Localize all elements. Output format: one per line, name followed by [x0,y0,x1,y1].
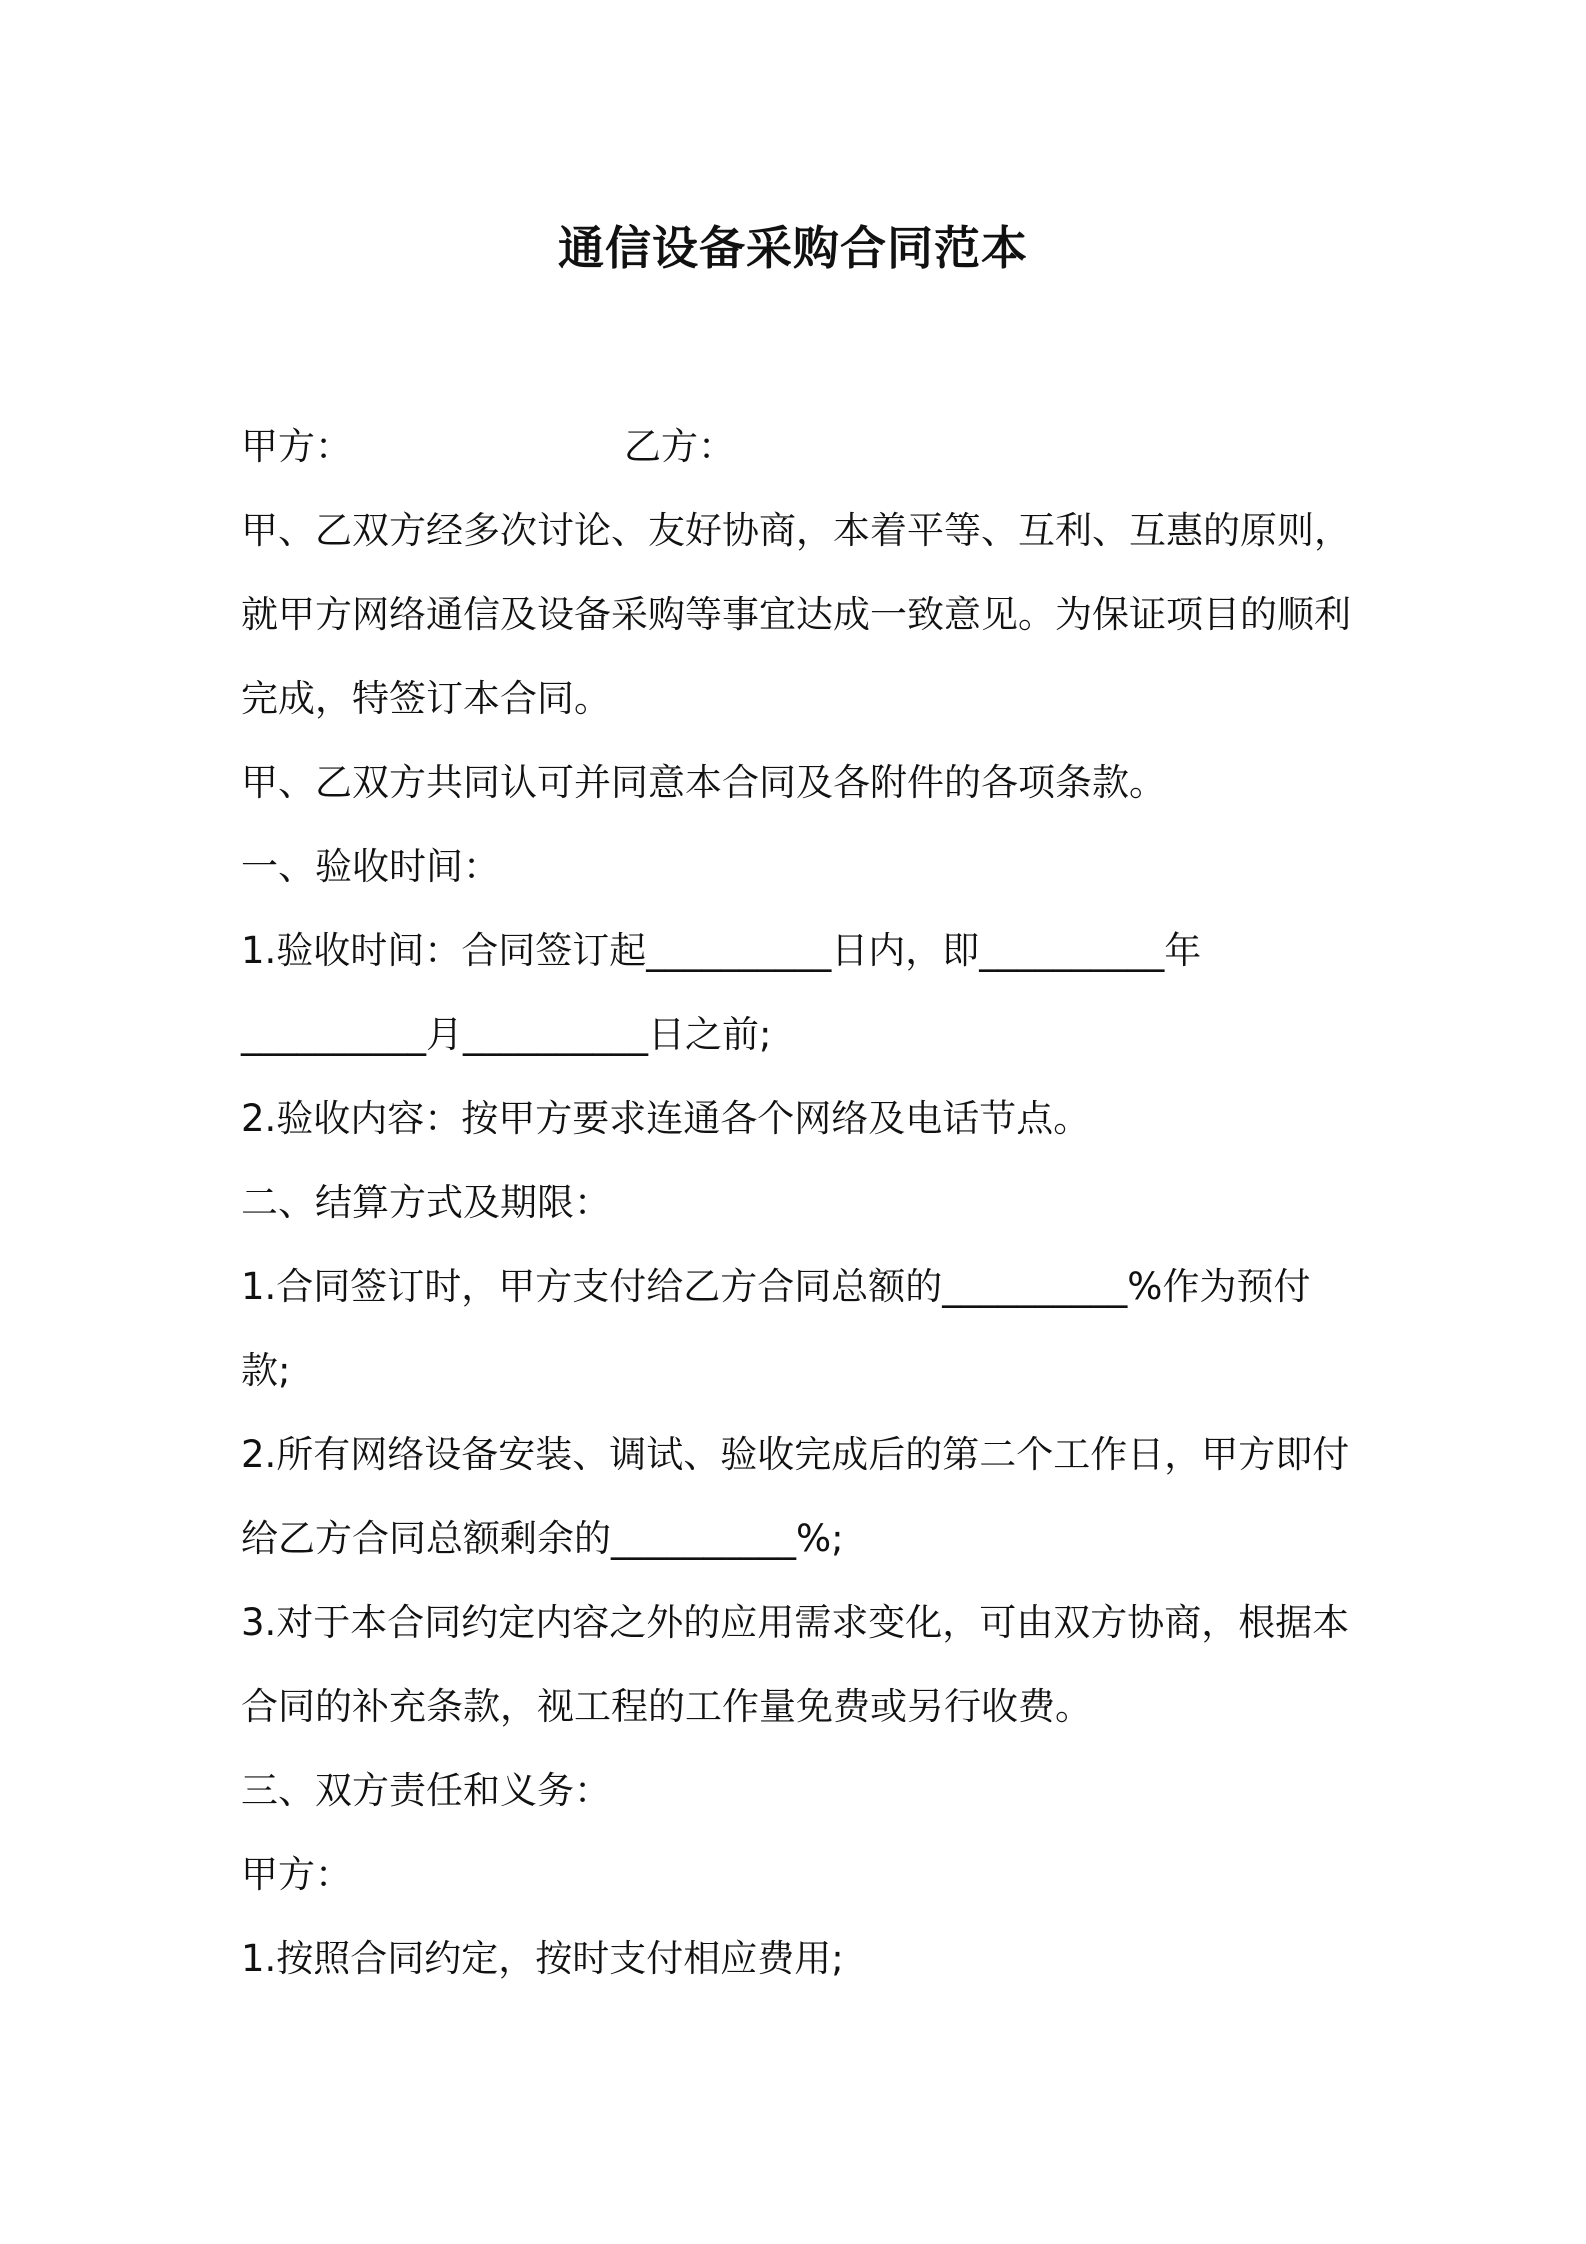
paragraph-line: 甲、乙双方经多次讨论、友好协商，本着平等、互利、互惠的原则， [241,509,1351,552]
clause-line: __________月__________日之前; [241,1013,772,1056]
document-title: 通信设备采购合同范本 [558,221,1028,275]
paragraph-line: 就甲方网络通信及设备采购等事宜达成一致意见。为保证项目的顺利 [241,593,1351,636]
section-heading: 三、双方责任和义务： [241,1769,611,1812]
section-heading: 一、验收时间： [241,845,500,888]
document-body [241,405,1361,2001]
clause-line: 款; [241,1349,291,1392]
paragraph-line: 甲、乙双方共同认可并同意本合同及各附件的各项条款。 [241,761,1166,804]
clause-line: 合同的补充条款，视工程的工作量免费或另行收费。 [241,1685,1092,1728]
party-b-label: 乙方： [624,425,735,468]
clause-line: 给乙方合同总额剩余的__________%; [241,1517,844,1560]
party-a-label: 甲方： [241,425,352,468]
party-line [241,405,1361,489]
subsection-label: 甲方： [241,1853,352,1896]
clause-line: 1.按照合同约定，按时支付相应费用; [241,1937,844,1980]
clause-line: 1.合同签订时，甲方支付给乙方合同总额的__________%作为预付 [241,1265,1311,1308]
paragraph-line: 完成，特签订本合同。 [241,677,611,720]
clause-line: 3.对于本合同约定内容之外的应用需求变化，可由双方协商，根据本 [241,1601,1350,1644]
clause-line: 1.验收时间：合同签订起__________日内，即__________年 [241,929,1202,972]
clause-line: 2.验收内容：按甲方要求连通各个网络及电话节点。 [241,1097,1091,1140]
clause-line: 2.所有网络设备安装、调试、验收完成后的第二个工作日，甲方即付 [241,1433,1350,1476]
section-heading: 二、结算方式及期限： [241,1181,611,1224]
